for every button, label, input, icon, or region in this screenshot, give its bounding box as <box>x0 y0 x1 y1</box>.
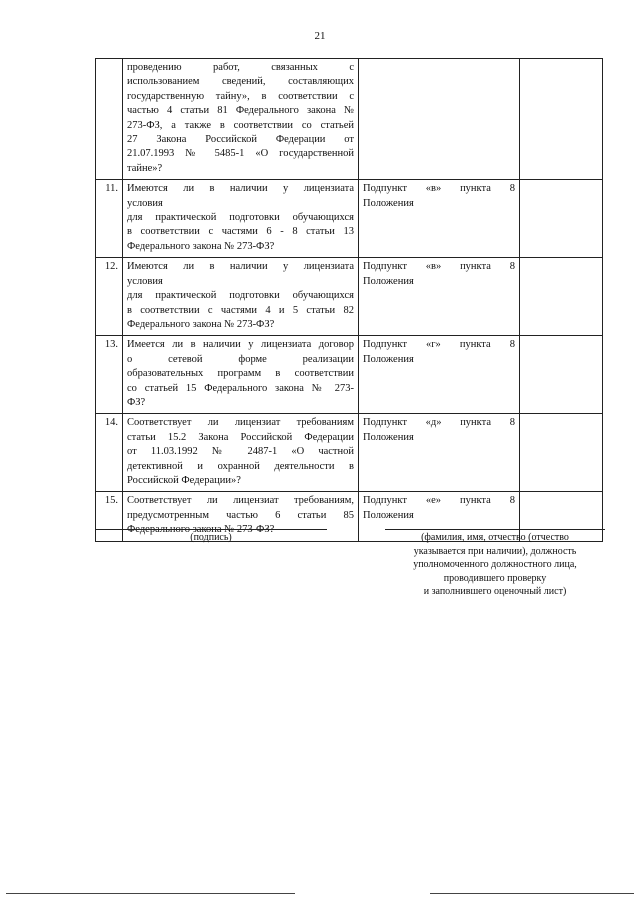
signature-caption: (подпись) <box>190 532 232 543</box>
reference-line: Подпункт «г» пункта 8 <box>363 339 515 351</box>
question-line: статьи 15.2 Закона Российской Федерации <box>127 431 354 443</box>
question-cell <box>123 59 359 180</box>
name-position-line <box>385 529 605 530</box>
reference-line: Положения <box>363 275 414 287</box>
question-cell <box>123 258 359 336</box>
caption-line: и заполнившего оценочный лист) <box>423 586 567 597</box>
question-line: Федерального закона № 273-ФЗ? <box>127 240 275 252</box>
question-line: условия <box>127 197 163 209</box>
question-line: Имеется ли в наличии у лицензиата договор <box>127 339 354 351</box>
answer-cell[interactable] <box>520 336 603 414</box>
question-line: в соответствии с частями 4 и 5 статьи 82 <box>127 304 354 316</box>
answer-cell[interactable] <box>520 414 603 492</box>
row-number: 14. <box>96 414 123 492</box>
question-line: Имеются ли в наличии у лицензиата <box>127 183 354 195</box>
footer-rule <box>6 893 295 894</box>
caption-line: (фамилия, имя, отчество (отчество <box>421 532 569 543</box>
reference-line: Положения <box>363 353 414 365</box>
page-number: 21 <box>314 30 326 42</box>
question-line: условия <box>127 275 163 287</box>
footer-rule <box>430 893 634 894</box>
row-number <box>96 59 123 180</box>
answer-cell[interactable] <box>520 258 603 336</box>
reference-cell <box>359 258 520 336</box>
reference-line: Подпункт «е» пункта 8 <box>363 495 515 507</box>
question-line: Соответствует ли лицензиат требованиям, <box>127 495 354 507</box>
reference-line: Положения <box>363 431 414 443</box>
caption-line: указывается при наличии), должность <box>413 545 577 557</box>
question-line: использованием сведений, составляющих <box>127 76 354 88</box>
question-line: 27 Закона Российской Федерации от <box>127 134 354 146</box>
reference-cell <box>359 414 520 492</box>
row-number: 15. <box>96 492 123 541</box>
table-row <box>96 180 603 258</box>
name-position-caption <box>385 531 605 599</box>
table-row <box>96 59 603 180</box>
question-line: 273-ФЗ, а также в соответствии со статьей <box>127 119 354 131</box>
question-line: детективной и охранной деятельности в <box>127 460 354 472</box>
question-line: Федерального закона № 273-ФЗ? <box>127 318 275 330</box>
table-row <box>96 414 603 492</box>
row-number: 11. <box>96 180 123 258</box>
checklist-table <box>95 58 603 542</box>
caption-line: уполномоченного должностного лица, <box>413 559 577 570</box>
question-line: со статьей 15 Федерального закона № 273- <box>127 382 354 394</box>
question-line: частью 4 статьи 81 Федерального закона № <box>127 105 354 117</box>
question-line: государственную тайну», в соответствии с <box>127 90 354 102</box>
question-line: предусмотренным частью 6 статьи 85 <box>127 509 354 521</box>
reference-cell <box>359 59 520 180</box>
table-row <box>96 258 603 336</box>
question-line: Федерального закона № 273-ФЗ? <box>127 524 275 536</box>
question-line: в соответствии с частями 6 - 8 статьи 13 <box>127 226 354 238</box>
reference-line: Подпункт «д» пункта 8 <box>363 417 515 429</box>
question-cell <box>123 414 359 492</box>
reference-line: Положения <box>363 197 414 209</box>
answer-cell[interactable] <box>520 180 603 258</box>
answer-cell[interactable] <box>520 59 603 180</box>
question-cell <box>123 180 359 258</box>
caption-line: проводившего проверку <box>443 572 547 584</box>
reference-line: Подпункт «в» пункта 8 <box>363 183 515 195</box>
reference-cell <box>359 336 520 414</box>
question-line: образовательных программ в соответствии <box>127 368 354 380</box>
question-line: для практической подготовки обучающихся <box>127 290 354 302</box>
question-line: о сетевой форме реализации <box>127 353 354 365</box>
question-line: для практической подготовки обучающихся <box>127 212 354 224</box>
signature-line <box>95 529 327 530</box>
question-line: ФЗ? <box>127 396 146 408</box>
question-line: проведению работ, связанных с <box>127 62 354 73</box>
reference-line: Подпункт «в» пункта 8 <box>363 261 515 273</box>
question-line: Соответствует ли лицензиат требованиям <box>127 417 354 429</box>
row-number: 13. <box>96 336 123 414</box>
question-line: 21.07.1993 № 5485-1 «О государственной <box>127 148 354 160</box>
reference-cell <box>359 180 520 258</box>
table-row <box>96 336 603 414</box>
question-line: от 11.03.1992 № 2487-1 «О частной <box>127 446 354 458</box>
question-line: тайне»? <box>127 162 163 174</box>
question-line: Российской Федерации»? <box>127 474 241 486</box>
reference-line: Положения <box>363 509 414 521</box>
question-line: Имеются ли в наличии у лицензиата <box>127 261 354 273</box>
row-number: 12. <box>96 258 123 336</box>
question-cell <box>123 336 359 414</box>
